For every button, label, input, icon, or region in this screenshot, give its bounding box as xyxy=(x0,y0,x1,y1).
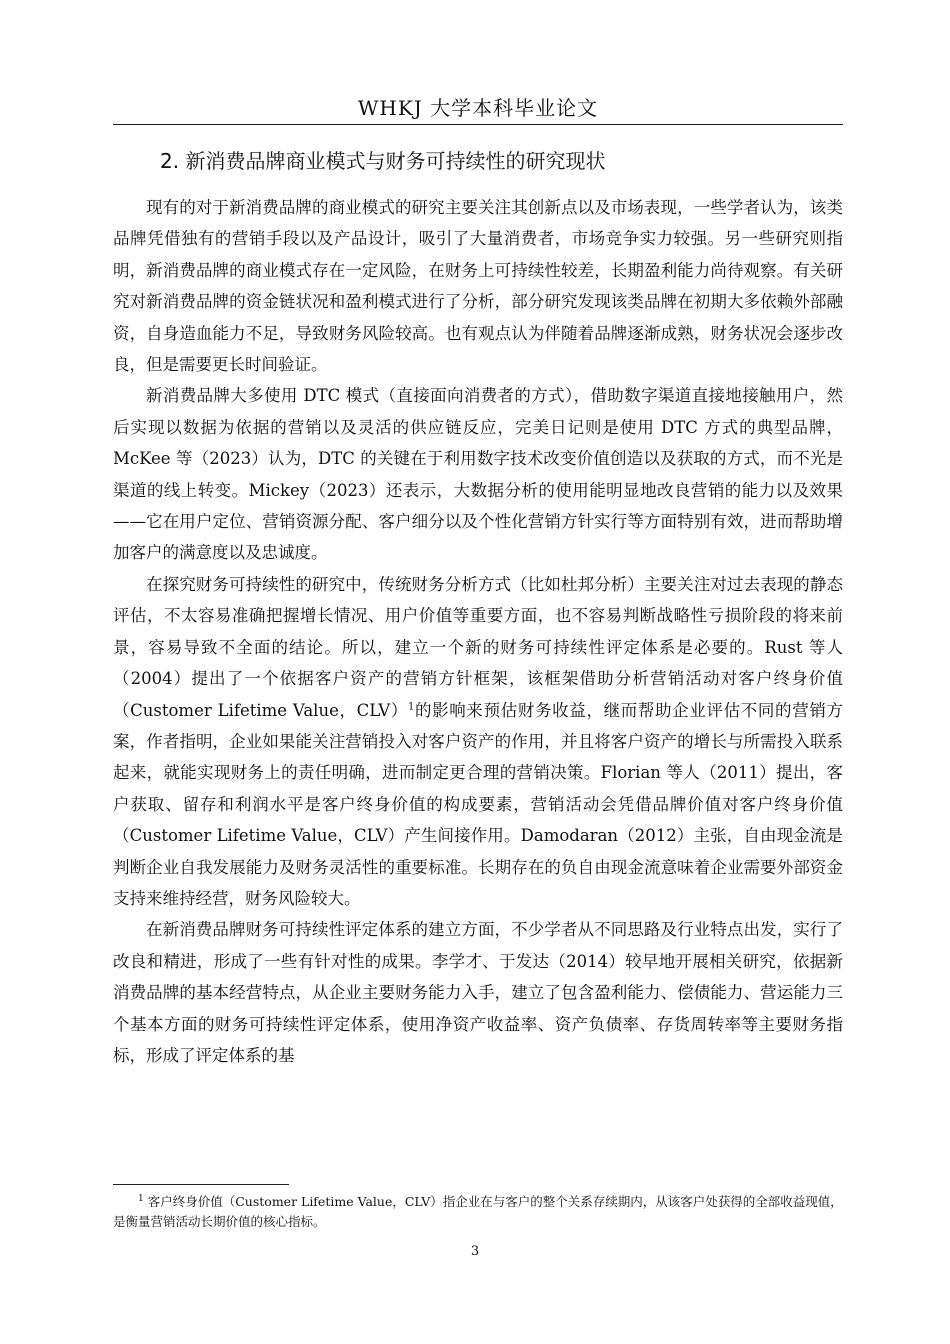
paragraph-4: 在新消费品牌财务可持续性评定体系的建立方面，不少学者从不同思路及行业特点出发，实行了改良和精进，形成了一些有针对性的成果。李学才、于发达（2014）较早地开展相关研究，依据新消费品牌的基本经营特点，从企业主要财务能力入手，建立了包含盈利能力、偿债能力、营运能力三个基本方面的财务可持续性评定体系，使用净资产收益率、资产负债率、存货周转率等主要财务指标，形成了评定体系的基 xyxy=(113,920,843,1065)
page-number: 3 xyxy=(470,1244,480,1259)
paragraph-3-part-a: 在探究财务可持续性的研究中，传统财务分析方式（比如杜邦分析）主要关注对过去表现的静态评估，不太容易准确把握增长情况、用户价值等重要方面，也不容易判断战略性亏损阶段的将来前景，容易导致不全面的结论。所以，建立一个新的财务可持续性评定体系是必要的。Rust 等人（2004）提出了一个依据客户资产的营销方针框架，该框架借助分析营销活动对客户终身价值（Customer Lifetime Value，CLV） xyxy=(113,574,843,720)
paragraph-2: 新消费品牌大多使用 DTC 模式（直接面向消费者的方式），借助数字渠道直接地接触用户，然后实现以数据为依据的营销以及灵活的供应链反应，完美日记则是使用 DTC 方式的典型品牌，McKee 等（2023）认为，DTC 的关键在于利用数字技术改变价值创造以及获取的方式，而不光是渠道的线上转变。Mickey（2023）还表示，大数据分析的使用能明显地改良营销的能力以及效果——它在用户定位、营销资源分配、客户细分以及个性化营销方针实行等方面特别有效，进而帮助增加客户的满意度以及忠诚度。 xyxy=(113,386,843,563)
body-text xyxy=(113,192,843,1071)
footnote-divider xyxy=(113,1184,289,1185)
thesis-header: WHKJ 大学本科毕业论文 xyxy=(357,96,599,120)
footnote xyxy=(113,1192,843,1232)
paragraph-3-part-b: 的影响来预估财务收益，继而帮助企业评估不同的营销方案，作者指明，企业如果能关注营销投入对客户资产的作用，并且将客户资产的增长与所需投入联系起来，就能实现财务上的责任明确，进而制定更合理的营销决策。Florian 等人（2011）提出，客户获取、留存和利润水平是客户终身价值的构成要素，营销活动会凭借品牌价值对客户终身价值（Customer Lifetime Value，CLV）产生间接作用。Damodaran（2012）主张，自由现金流是判断企业自我发展能力及财务灵活性的重要标准。长期存在的负自由现金流意味着企业需要外部资金支持来维持经营，财务风险较大。 xyxy=(113,700,843,908)
footnote-mark: 1 xyxy=(138,1193,144,1204)
header-divider xyxy=(113,124,843,125)
paragraph-3 xyxy=(113,569,843,914)
footnote-text: 客户终身价值（Customer Lifetime Value，CLV）指企业在与客户的整个关系存续期内，从该客户处获得的全部收益现值，是衡量营销活动长期价值的核心指标。 xyxy=(113,1194,843,1229)
section-heading: 2. 新消费品牌商业模式与财务可持续性的研究现状 xyxy=(160,149,606,173)
paragraph-1: 现有的对于新消费品牌的商业模式的研究主要关注其创新点以及市场表现，一些学者认为，该类品牌凭借独有的营销手段以及产品设计，吸引了大量消费者，市场竞争实力较强。另一些研究则指明，新消费品牌的商业模式存在一定风险，在财务上可持续性较差，长期盈利能力尚待观察。有关研究对新消费品牌的资金链状况和盈利模式进行了分析，部分研究发现该类品牌在初期大多依赖外部融资，自身造血能力不足，导致财务风险较高。也有观点认为伴随着品牌逐渐成熟，财务状况会逐步改良，但是需要更长时间验证。 xyxy=(113,198,843,375)
footnote-reference[interactable]: 1 xyxy=(407,701,415,712)
